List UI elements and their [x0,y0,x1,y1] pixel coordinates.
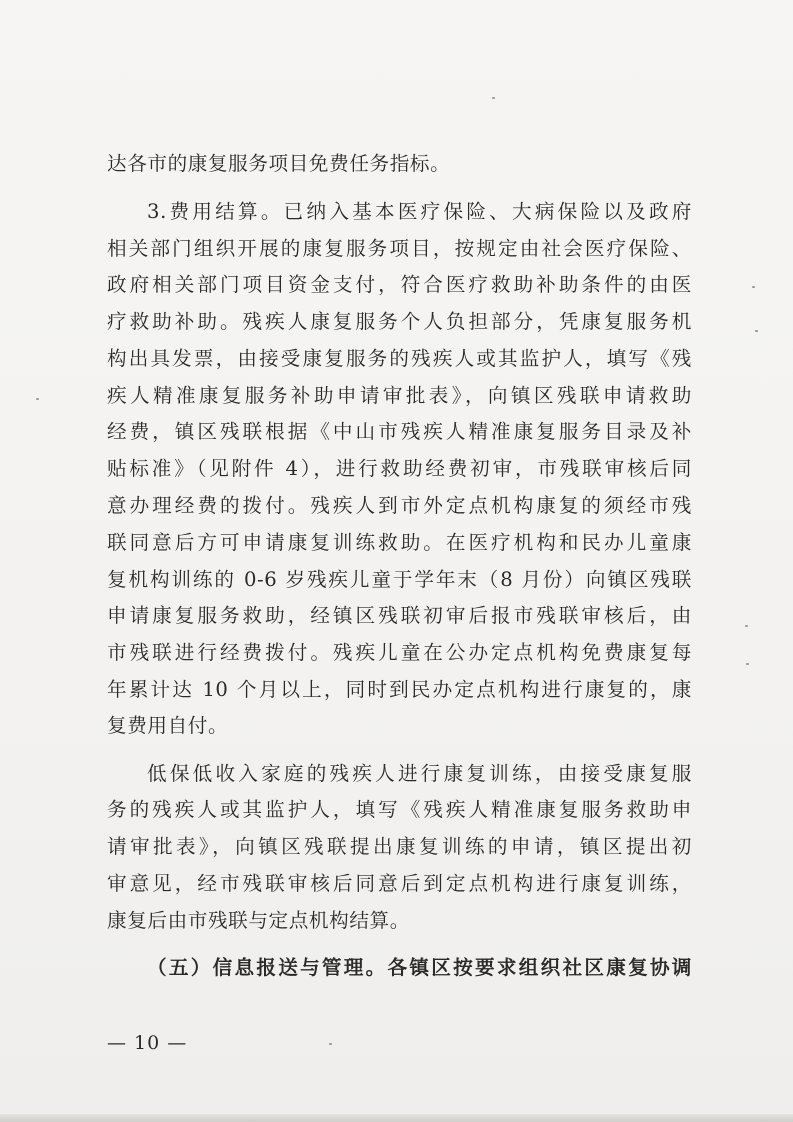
text-line-11: 联同意后方可申请康复训练救助。在医疗机构和民办儿童康 [107,531,692,554]
text-line-19: 请审批表》，向镇区残联提出康复训练的申请，镇区提出初 [107,835,692,858]
text-line-1: 达各市的康复服务项目免费任务指标。 [107,152,451,175]
text-line-12: 复机构训练的 0-6 岁残疾儿童于学年末（8 月份）向镇区残联 [107,568,692,591]
text-line-14: 市残联进行经费拨付。残疾儿童在公办定点机构免费康复每 [107,641,692,664]
text-line-15: 年累计达 10 个月以上，同时到民办定点机构进行康复的，康 [107,678,692,701]
text-line-4: 政府相关部门项目资金支付，符合医疗救助补助条件的由医 [107,273,692,296]
scan-speck [752,286,755,288]
text-line-22: （五）信息报送与管理。各镇区按要求组织社区康复协调 [147,956,692,979]
page-number: — 10 — [107,1032,188,1054]
scan-speck [492,97,495,99]
text-line-7: 疾人精准康复服务补助申请审批表》，向镇区残联申请救助 [107,384,692,407]
text-line-5: 疗救助补助。残疾人康复服务个人负担部分，凭康复服务机 [107,310,692,333]
text-line-21: 康复后由市残联与定点机构结算。 [107,909,410,932]
scan-speck [329,1043,332,1045]
text-line-20: 审意见，经市残联审核后同意后到定点机构进行康复训练， [107,872,692,895]
scan-speck [36,398,39,400]
text-line-3: 相关部门组织开展的康复服务项目，按规定由社会医疗保险、 [107,237,692,260]
text-line-8: 经费，镇区残联根据《中山市残疾人精准康复服务目录及补 [107,420,692,443]
scan-speck [755,330,758,332]
text-line-17: 低保低收入家庭的残疾人进行康复训练，由接受康复服 [147,762,692,785]
text-line-2: 3.费用结算。已纳入基本医疗保险、大病保险以及政府 [147,200,692,223]
text-line-10: 意办理经费的拨付。残疾人到市外定点机构康复的须经市残 [107,494,692,517]
text-line-9: 贴标准》（见附件 4），进行救助经费初审，市残联审核后同 [107,457,692,480]
text-line-13: 申请康复服务救助，经镇区残联初审后报市残联审核后，由 [107,604,692,627]
scan-bottom-edge [0,1114,793,1122]
scan-speck [746,663,749,665]
text-line-16: 复费用自付。 [107,714,229,737]
text-line-6: 构出具发票，由接受康复服务的残疾人或其监护人，填写《残 [107,347,692,370]
scan-speck [745,625,748,627]
text-line-18: 务的残疾人或其监护人，填写《残疾人精准康复服务救助申 [107,798,692,821]
